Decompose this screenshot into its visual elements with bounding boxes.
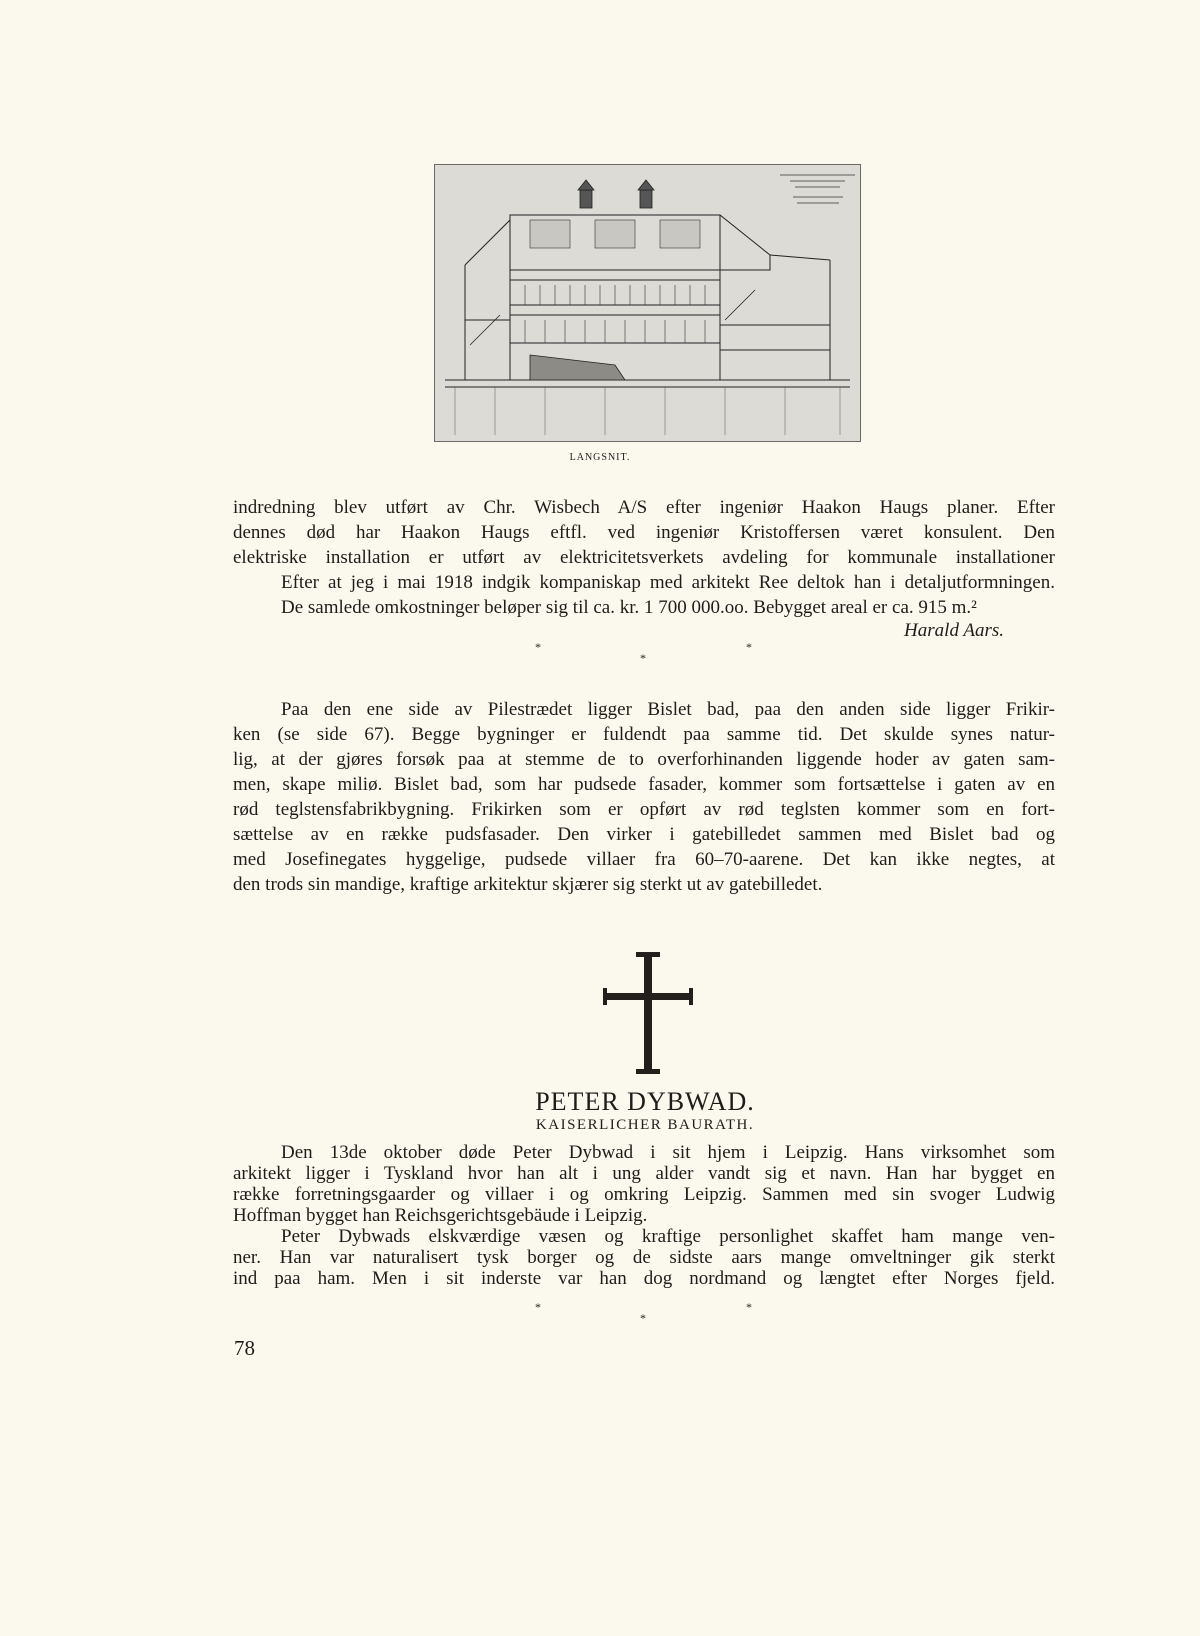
obituary-subtitle: KAISERLICHER BAURATH. [535, 1117, 755, 1133]
obituary-title: PETER DYBWAD. [535, 1087, 755, 1116]
text-line: sættelse av en række pudsfasader. Den virker i gatebilledet sammen med Bislet bad og [233, 824, 1055, 845]
paragraph-bislet-frikirken [233, 697, 1055, 897]
text-line: men, skape miliø. Bislet bad, som har pudsede fasader, kommer som fortsættelse i gaten av en [233, 774, 1055, 795]
text-line: lig, at der gjøres forsøk paa at stemme de to overforhinanden liggende hoder av gaten sam- [233, 749, 1055, 770]
asterisk: * [746, 640, 752, 654]
text-line: ind paa ham. Men i sit inderste var han dog nordmand og længtet efter Norges fjeld. [233, 1268, 1055, 1289]
text-line: Paa den ene side av Pilestrædet ligger Bislet bad, paa den anden side ligger Frikir- [281, 699, 1055, 720]
text-line: Hoffman bygget han Reichsgerichtsgebäude i Leipzig. [233, 1205, 648, 1226]
text-line: ner. Han var naturalisert tysk borger og de sidste aars mange omveltninger gik sterkt [233, 1247, 1055, 1268]
section-divider [0, 640, 1200, 670]
section-drawing-svg [435, 165, 860, 441]
author-signature: Harald Aars. [904, 620, 1004, 641]
asterisk: * [746, 1300, 752, 1314]
asterisk: * [640, 1311, 646, 1325]
text-line: Efter at jeg i mai 1918 indgik kompaniskap med arkitekt Ree deltok han i detaljutformningen. [281, 572, 1055, 593]
asterisk: * [535, 640, 541, 654]
asterisk: * [535, 1300, 541, 1314]
text-line: dennes død har Haakon Haugs eftfl. ved ingeniør Kristoffersen været konsulent. Den [233, 522, 1055, 543]
page-number: 78 [234, 1336, 255, 1360]
text-line: med Josefinegates hyggelige, pudsede villaer fra 60–70-aarene. Det kan ikke negtes, at [233, 849, 1055, 870]
text-line: elektriske installation er utført av elektricitetsverkets avdeling for kommunale installationer [233, 547, 1055, 568]
text-line: rød teglstensfabrikbygning. Frikirken som er opført av rød teglsten kommer som en fort- [233, 799, 1055, 820]
closing-divider [0, 1300, 1200, 1330]
asterisk: * [640, 651, 646, 665]
text-line: Peter Dybwads elskværdige væsen og kraftige personlighet skaffet ham mange ven- [281, 1226, 1055, 1247]
text-line: ken (se side 67). Begge bygninger er fuldendt paa samme tid. Det skulde synes natur- [233, 724, 1055, 745]
text-line: indredning blev utført av Chr. Wisbech A/S efter ingeniør Haakon Haugs planer. Efter [233, 497, 1055, 518]
building-section-drawing [434, 164, 861, 442]
figure-caption: LANGSNIT. [569, 452, 631, 463]
text-line: den trods sin mandige, kraftige arkitektur skjærer sig sterkt ut av gatebilledet. [233, 874, 823, 895]
obituary-paragraph [233, 1142, 1055, 1289]
memorial-cross-icon [603, 950, 693, 1078]
paragraph-construction [233, 495, 1055, 620]
text-line: Den 13de oktober døde Peter Dybwad i sit hjem i Leipzig. Hans virksomhet som [281, 1142, 1055, 1163]
text-line: arkitekt ligger i Tyskland hvor han alt i ung alder vandt sig et navn. Han har bygget en [233, 1163, 1055, 1184]
text-line: De samlede omkostninger beløper sig til ca. kr. 1 700 000.oo. Bebygget areal er ca. 915 m.² [281, 597, 977, 618]
text-line: række forretningsgaarder og villaer i og omkring Leipzig. Sammen med sin svoger Ludwig [233, 1184, 1055, 1205]
